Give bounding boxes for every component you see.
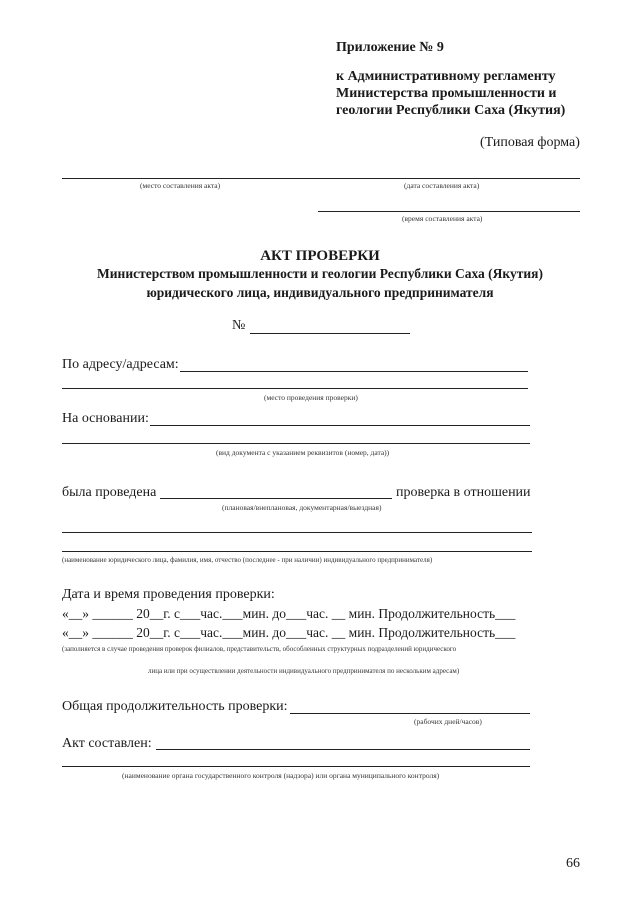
appendix-title: Приложение № 9 <box>336 40 444 55</box>
conducted-line[interactable] <box>160 498 392 499</box>
number-label: № <box>232 318 246 333</box>
act-subtitle-2: юридического лица, индивидуального предпринимателя <box>146 285 494 300</box>
basis-caption: (вид документа с указанием реквизитов (номер, дата)) <box>216 448 390 457</box>
time-caption: (время составления акта) <box>402 214 483 223</box>
conducted-suffix: проверка в отношении <box>396 485 531 500</box>
entity-line-1[interactable] <box>62 532 532 533</box>
form-type: (Типовая форма) <box>480 135 580 150</box>
conducted-caption: (плановая/внеплановая, документарная/выездная) <box>222 503 382 512</box>
entity-caption: (наименование юридического лица, фамилия, имя, отчество (последнее - при наличии) индивидуального предпринимателя) <box>62 556 433 564</box>
act-title: АКТ ПРОВЕРКИ <box>260 248 380 264</box>
datetime-label: Дата и время проведения проверки: <box>62 587 275 602</box>
datetime-row-1[interactable]: «__» ______ 20__г. с___час.___мин. до___час. __ мин. Продолжительность___ <box>62 606 516 621</box>
basis-label: На основании: <box>62 411 149 426</box>
place-caption: (место составления акта) <box>140 181 221 190</box>
address-caption: (место проведения проверки) <box>264 393 358 402</box>
date-caption: (дата составления акта) <box>404 181 480 190</box>
page-number: 66 <box>566 856 580 871</box>
act-subtitle-1: Министерством промышленности и геологии Республики Саха (Якутия) <box>97 266 543 281</box>
datetime-row-2[interactable]: «__» ______ 20__г. с___час.___мин. до___час. __ мин. Продолжительность___ <box>62 625 516 640</box>
basis-line-1[interactable] <box>150 425 530 426</box>
place-date-line[interactable] <box>62 178 580 179</box>
regulation-line-3: геологии Республики Саха (Якутия) <box>336 103 566 118</box>
number-line[interactable] <box>250 333 410 334</box>
conducted-label: была проведена <box>62 485 157 500</box>
address-line-1[interactable] <box>180 371 528 372</box>
composed-caption: (наименование органа государственного контроля (надзора) или органа муниципального контроля) <box>122 771 440 780</box>
address-label: По адресу/адресам: <box>62 357 179 372</box>
time-line[interactable] <box>318 211 580 212</box>
datetime-note-2: лица или при осуществлении деятельности индивидуального предпринимателя по нескольким адресам) <box>148 667 460 675</box>
datetime-note-1: (заполняется в случае проведения проверок филиалов, представительств, обособленных структурных подразделений юридического <box>62 645 457 653</box>
total-duration-line[interactable] <box>290 713 530 714</box>
regulation-line-2: Министерства промышленности и <box>336 86 557 101</box>
basis-line-2[interactable] <box>62 443 530 444</box>
composed-label: Акт составлен: <box>62 736 152 751</box>
composed-line-2[interactable] <box>62 766 530 767</box>
composed-line-1[interactable] <box>156 749 530 750</box>
address-line-2[interactable] <box>62 388 528 389</box>
total-duration-caption: (рабочих дней/часов) <box>414 717 482 726</box>
total-duration-label: Общая продолжительность проверки: <box>62 699 288 714</box>
entity-line-2[interactable] <box>62 551 532 552</box>
regulation-line-1: к Административному регламенту <box>336 69 556 84</box>
